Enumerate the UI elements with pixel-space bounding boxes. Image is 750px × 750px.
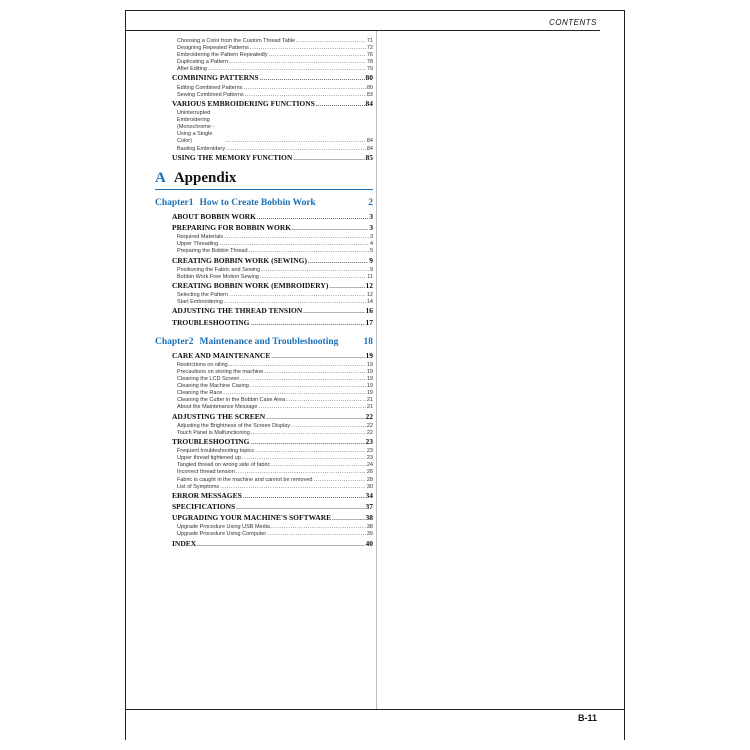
toc-subsection-entry[interactable] — [155, 448, 373, 455]
toc-leader-dots — [243, 85, 365, 92]
toc-entry-page: 40 — [365, 538, 373, 548]
toc-leader-dots — [224, 234, 369, 241]
toc-section-entry[interactable] — [155, 306, 373, 317]
footer-rule — [125, 709, 625, 710]
toc-entry-title: Bobbin Work Free Motion Sewing — [177, 273, 259, 280]
toc-entry-page: 24 — [366, 462, 373, 469]
toc-subsection-entry[interactable] — [155, 462, 373, 469]
toc-entry-title: CREATING BOBBIN WORK (EMBROIDERY) — [172, 280, 329, 290]
toc-leader-dots — [249, 248, 369, 255]
toc-leader-dots — [251, 430, 366, 437]
toc-entry-title: Tangled thread on wrong side of fabric — [177, 462, 271, 469]
toc-entry-title: Upgrade Procedure Using USB Media — [177, 524, 270, 531]
toc-entry-page: 19 — [366, 383, 373, 390]
toc-subsection-entry[interactable] — [155, 397, 373, 404]
toc-subsection-entry[interactable] — [155, 531, 373, 538]
chapter1-heading[interactable] — [155, 198, 373, 209]
appendix-heading — [155, 170, 373, 190]
toc-entry-page: 9 — [369, 266, 373, 273]
toc-entry-title: ADJUSTING THE SCREEN — [172, 411, 266, 421]
toc-section-entry[interactable] — [155, 351, 373, 362]
toc-subsection-entry[interactable] — [155, 292, 373, 299]
toc-leader-dots — [313, 477, 365, 484]
chapter1-page: 2 — [368, 197, 373, 208]
toc-entry-title: Designing Repeated Patterns — [177, 45, 249, 52]
toc-entry-page: 83 — [366, 91, 373, 98]
toc-entry-page: 72 — [366, 45, 373, 52]
toc-subsection-entry[interactable] — [155, 59, 373, 66]
toc-leader-dots — [332, 515, 364, 524]
toc-entry-page: 71 — [366, 38, 373, 44]
toc-section-entry[interactable] — [155, 212, 373, 223]
chapter2-page: 18 — [363, 336, 373, 347]
toc-section-entry[interactable] — [155, 99, 373, 110]
toc-entry-page: 9 — [369, 255, 373, 265]
toc-subsection-entry[interactable] — [155, 376, 373, 383]
toc-subsection-entry[interactable] — [155, 241, 373, 248]
toc-leader-dots — [226, 146, 366, 153]
toc-leader-dots — [208, 66, 366, 73]
toc-entry-page: 23 — [365, 436, 373, 446]
toc-subsection-entry[interactable] — [155, 234, 373, 241]
toc-subsection-entry[interactable] — [155, 423, 373, 430]
chapter2-heading[interactable] — [155, 337, 373, 348]
toc-leader-dots — [271, 462, 366, 469]
toc-leader-dots — [329, 283, 364, 292]
toc-entry-title: INDEX — [172, 538, 197, 548]
toc-leader-dots — [251, 439, 365, 448]
toc-section-entry[interactable] — [155, 513, 373, 524]
toc-subsection-entry[interactable] — [155, 469, 373, 476]
toc-leader-dots — [223, 390, 366, 397]
toc-entry-page: 5 — [369, 248, 373, 255]
toc-entry-title: Preparing the Bobbin Thread — [177, 248, 248, 255]
toc-entry-title: Upper thread tightened up — [177, 455, 241, 462]
chapter2-entries — [155, 351, 373, 550]
toc-entry-page: 19 — [366, 376, 373, 383]
toc-entry-title: Positioning the Fabric and Sewing — [177, 266, 261, 273]
toc-leader-dots — [261, 267, 369, 274]
toc-leader-dots — [219, 241, 369, 248]
toc-entry-title: CREATING BOBBIN WORK (SEWING) — [172, 255, 307, 265]
toc-entry-page: 28 — [366, 476, 373, 483]
toc-entry-page: 84 — [365, 98, 373, 108]
toc-entry-page: 22 — [366, 429, 373, 436]
toc-leader-dots — [251, 320, 365, 329]
toc-subsection-entry[interactable] — [155, 66, 373, 73]
toc-entry-title: Cleaning the Cutter in the Bobbin Case Area — [177, 397, 286, 404]
toc-section-entry[interactable] — [155, 281, 373, 292]
toc-leader-dots — [292, 225, 368, 234]
toc-entry-title: CARE AND MAINTENANCE — [172, 350, 271, 360]
toc-leader-dots — [240, 376, 366, 383]
toc-entry-title: Upgrade Procedure Using Computer — [177, 531, 267, 538]
toc-subsection-entry[interactable] — [155, 455, 373, 462]
toc-leader-dots — [303, 308, 364, 317]
toc-entry-page: 84 — [366, 145, 373, 152]
toc-leader-dots — [224, 299, 366, 306]
toc-subsection-entry[interactable] — [155, 477, 373, 484]
toc-leader-dots — [225, 138, 366, 145]
toc-subsection-entry[interactable] — [155, 267, 373, 274]
toc-leader-dots — [243, 493, 365, 502]
toc-entry-title: Frequent troubleshooting topics — [177, 448, 255, 455]
toc-entry-page: 17 — [365, 317, 373, 327]
toc-leader-dots — [264, 369, 366, 376]
toc-leader-dots — [197, 541, 364, 550]
toc-entry-title: TROUBLESHOOTING — [172, 317, 250, 327]
toc-leader-dots — [260, 274, 366, 281]
toc-entry-title: Choosing a Color from the Custom Thread Table — [177, 38, 296, 44]
toc-entry-title: ABOUT BOBBIN WORK — [172, 211, 256, 221]
toc-subsection-entry[interactable] — [155, 52, 373, 59]
toc-subsection-entry[interactable] — [155, 362, 373, 369]
toc-entry-page: 34 — [365, 490, 373, 500]
toc-leader-dots — [316, 101, 365, 110]
toc-subsection-entry[interactable] — [155, 404, 373, 411]
toc-entry-title: List of Symptoms — [177, 483, 220, 490]
toc-section-entry[interactable] — [155, 318, 373, 329]
toc-leader-dots — [286, 397, 366, 404]
toc-entry-title: Sewing Combined Patterns — [177, 91, 244, 98]
toc-entry-title: Cleaning the LCD Screen — [177, 376, 240, 383]
toc-entry-page: 21 — [366, 397, 373, 404]
toc-section-entry[interactable] — [155, 223, 373, 234]
toc-subsection-entry[interactable] — [155, 524, 373, 531]
toc-entry-title: Touch Panel is Malfunctioning — [177, 429, 250, 436]
toc-leader-dots — [293, 155, 364, 164]
toc-entry-title: Basting Embroidery — [177, 145, 225, 152]
toc-subsection-entry[interactable] — [155, 92, 373, 99]
toc-entry-title: UPGRADING YOUR MACHINE'S SOFTWARE — [172, 513, 332, 523]
toc-entry-page: 4 — [369, 241, 373, 248]
toc-entry-page: 76 — [366, 52, 373, 59]
toc-section-entry[interactable] — [155, 437, 373, 448]
toc-section-entry[interactable] — [155, 502, 373, 513]
toc-entry-title: VARIOUS EMBROIDERING FUNCTIONS — [172, 98, 315, 108]
toc-entry-title: Embroidering the Pattern Repeatedly — [177, 52, 268, 59]
toc-section-entry[interactable] — [155, 73, 373, 84]
toc-leader-dots — [250, 383, 366, 390]
appendix-title: Appendix — [173, 169, 237, 186]
toc-leader-dots — [229, 292, 366, 299]
toc-entry-title: ADJUSTING THE THREAD TENSION — [172, 306, 303, 316]
toc-entry-title: SPECIFICATIONS — [172, 501, 236, 511]
toc-leader-dots — [236, 469, 366, 476]
toc-entry-title: Precautions on storing the machine — [177, 369, 264, 375]
toc-leader-dots — [245, 92, 366, 99]
toc-entry-page: 16 — [365, 306, 373, 316]
toc-leader-dots — [271, 353, 364, 362]
page-number: B-11 — [577, 713, 597, 723]
toc-entry-page: 79 — [366, 66, 373, 73]
table-of-contents — [155, 38, 373, 550]
toc-leader-dots — [308, 258, 368, 267]
toc-entry-page: 26 — [366, 469, 373, 476]
toc-entry-page: 19 — [366, 361, 373, 368]
toc-leader-dots — [260, 75, 365, 84]
toc-entry-title: TROUBLESHOOTING — [172, 436, 250, 446]
toc-entry-page: 39 — [366, 531, 373, 538]
toc-entry-page: 23 — [366, 455, 373, 462]
toc-subsection-entry[interactable] — [155, 146, 373, 153]
toc-subsection-entry[interactable] — [155, 248, 373, 255]
toc-entry-title: Editing Combined Patterns — [177, 84, 243, 91]
toc-leader-dots — [269, 52, 366, 59]
toc-entry-title: About the Maintenance Message — [177, 404, 258, 411]
toc-entry-page: 38 — [366, 524, 373, 531]
toc-leader-dots — [296, 38, 366, 45]
running-header: CONTENTS — [549, 18, 597, 27]
toc-entry-title: Upper Threading — [177, 241, 219, 248]
toc-leader-dots — [229, 362, 366, 369]
toc-entry-page: 19 — [365, 350, 373, 360]
toc-entry-title: Adjusting the Brightness of the Screen Display — [177, 422, 291, 429]
toc-section-entry[interactable] — [155, 539, 373, 550]
toc-subsection-entry[interactable] — [155, 299, 373, 306]
toc-entry-page: 11 — [367, 273, 373, 280]
toc-entry-page: 23 — [366, 448, 373, 455]
toc-section-entry[interactable] — [155, 412, 373, 423]
toc-entry-title: Restrictions on oiling — [177, 361, 228, 368]
toc-subsection-entry[interactable] — [155, 274, 373, 281]
toc-pre-list — [155, 38, 373, 164]
toc-leader-dots — [236, 504, 364, 513]
toc-entry-page: 3 — [369, 223, 373, 233]
toc-entry-title: Required Materials — [177, 234, 224, 241]
chapter2-number: Chapter2 — [155, 336, 194, 347]
toc-subsection-entry[interactable] — [155, 369, 373, 376]
toc-entry-title: Start Embroidering — [177, 299, 223, 306]
toc-leader-dots — [229, 59, 366, 66]
column-divider — [376, 31, 377, 709]
toc-entry-page: 19 — [366, 390, 373, 397]
header-rule — [125, 30, 600, 31]
toc-leader-dots — [271, 524, 366, 531]
toc-entry-title: Incorrect thread tension — [177, 469, 235, 476]
toc-entry-page: 37 — [365, 501, 373, 511]
toc-entry-page: 3 — [369, 211, 373, 221]
toc-entry-page: 22 — [365, 411, 373, 421]
toc-entry-page: 3 — [369, 234, 373, 241]
toc-subsection-entry[interactable] — [155, 383, 373, 390]
chapter2-title: Maintenance and Troubleshooting — [199, 336, 339, 347]
toc-entry-title: PREPARING FOR BOBBIN WORK — [172, 223, 292, 233]
toc-section-entry[interactable] — [155, 153, 373, 164]
toc-leader-dots — [250, 45, 366, 52]
toc-subsection-entry[interactable] — [155, 430, 373, 437]
toc-entry-page: 78 — [366, 59, 373, 66]
toc-leader-dots — [255, 448, 366, 455]
toc-leader-dots — [220, 484, 366, 491]
toc-leader-dots — [242, 455, 366, 462]
toc-subsection-entry[interactable] — [155, 484, 373, 491]
toc-leader-dots — [257, 214, 368, 223]
toc-entry-title: ERROR MESSAGES — [172, 490, 242, 500]
toc-subsection-entry[interactable] — [155, 38, 373, 45]
toc-entry-page: 85 — [365, 152, 373, 162]
toc-entry-title: Selecting the Pattern — [177, 292, 229, 299]
chapter1-entries — [155, 212, 373, 329]
toc-entry-page: 19 — [366, 369, 373, 375]
toc-subsection-entry[interactable] — [155, 85, 373, 92]
toc-entry-title: After Editing — [177, 66, 207, 73]
chapter1-number: Chapter1 — [155, 197, 194, 208]
toc-entry-page: 80 — [365, 73, 373, 83]
toc-leader-dots — [291, 423, 366, 430]
toc-entry-page: 22 — [366, 422, 373, 429]
toc-entry-page: 21 — [366, 404, 373, 411]
toc-entry-page: 12 — [365, 280, 373, 290]
toc-entry-title: Uninterrupted Embroidering (Monochrome - Using a Single Color) — [177, 110, 215, 145]
toc-subsection-entry[interactable] — [155, 45, 373, 52]
toc-entry-page: 84 — [366, 138, 373, 145]
toc-entry-page: 30 — [366, 483, 373, 490]
toc-entry-page: 12 — [366, 292, 373, 299]
toc-entry-page: 14 — [366, 299, 373, 306]
chapter1-title: How to Create Bobbin Work — [199, 197, 316, 208]
toc-entry-title: Fabric is caught in the machine and cannot be removed — [177, 476, 313, 483]
toc-entry-title: COMBINING PATTERNS — [172, 73, 259, 83]
toc-leader-dots — [258, 404, 365, 411]
toc-entry-title: Cleaning the Race — [177, 390, 223, 397]
toc-entry-page: 80 — [366, 84, 373, 91]
toc-entry-title: USING THE MEMORY FUNCTION — [172, 152, 293, 162]
toc-entry-title: Duplicating a Pattern — [177, 59, 229, 66]
toc-leader-dots — [267, 531, 366, 538]
toc-section-entry[interactable] — [155, 256, 373, 267]
toc-entry-title: Cleaning the Machine Casing — [177, 383, 249, 390]
toc-subsection-entry[interactable] — [155, 390, 373, 397]
toc-leader-dots — [266, 414, 364, 423]
toc-section-entry[interactable] — [155, 491, 373, 502]
toc-entry-page: 38 — [365, 513, 373, 523]
appendix-letter: A — [155, 169, 166, 186]
toc-subsection-entry[interactable] — [155, 110, 373, 145]
